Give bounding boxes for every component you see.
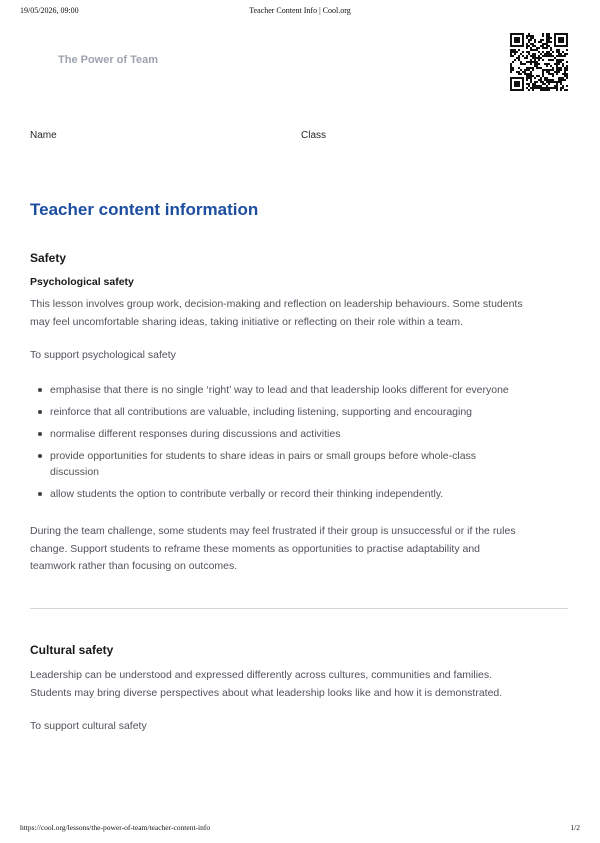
cultural-safety-intro	[30, 667, 570, 702]
text-line: teamwork rather than focusing on outcomes.	[30, 560, 238, 572]
print-datetime: 19/05/2026, 09:00	[20, 6, 79, 15]
text-line: This lesson involves group work, decision-making and reflection on leadership behaviours. Some students	[30, 298, 523, 310]
psychological-safety-intro	[30, 296, 570, 331]
print-header	[20, 6, 580, 20]
list-item: provide opportunities for students to share ideas in pairs or small groups before whole-class discussion	[38, 448, 568, 480]
cultural-safety-heading: Cultural safety	[30, 643, 114, 657]
list-item: reinforce that all contributions are valuable, including listening, supporting and encouraging	[38, 404, 568, 420]
text-line: change. Support students to reframe these moments as opportunities to practise adaptability and	[30, 542, 481, 555]
text-line: During the team challenge, some students may feel frustrated if their group is unsuccessful or if the rules	[30, 525, 516, 537]
print-footer	[20, 823, 580, 835]
text-line: Students may bring diverse perspectives about what leadership looks like and how it is demonstrated.	[30, 686, 503, 699]
name-field-label: Name	[30, 130, 57, 141]
class-field-label: Class	[301, 130, 327, 141]
psychological-safety-list	[38, 382, 568, 502]
qr-code-icon	[510, 33, 568, 91]
psychological-safety-support-lead: To support psychological safety	[30, 349, 176, 361]
lesson-name: The Power of Team	[58, 54, 159, 66]
psychological-safety-subheading: Psychological safety	[30, 276, 134, 288]
text-line: Leadership can be understood and expressed differently across cultures, communities and families.	[30, 669, 493, 681]
page-title: Teacher content information	[30, 200, 259, 219]
text-line: may feel uncomfortable sharing ideas, taking initiative or reflecting on their role within a team.	[30, 315, 464, 328]
psychological-safety-closing	[30, 523, 570, 576]
section-divider	[30, 608, 568, 609]
cultural-safety-support-lead: To support cultural safety	[30, 720, 147, 732]
list-item: allow students the option to contribute verbally or record their thinking independently.	[38, 486, 568, 502]
print-url: https://cool.org/lessons/the-power-of-team/teacher-content-info	[20, 823, 211, 832]
safety-heading: Safety	[30, 251, 67, 265]
list-item: normalise different responses during discussions and activities	[38, 426, 568, 442]
print-page-title: Teacher Content Info | Cool.org	[249, 6, 351, 15]
print-page-number: 1/2	[570, 823, 580, 832]
list-item: emphasise that there is no single ‘right’ way to lead and that leadership looks different for everyone	[38, 382, 568, 398]
